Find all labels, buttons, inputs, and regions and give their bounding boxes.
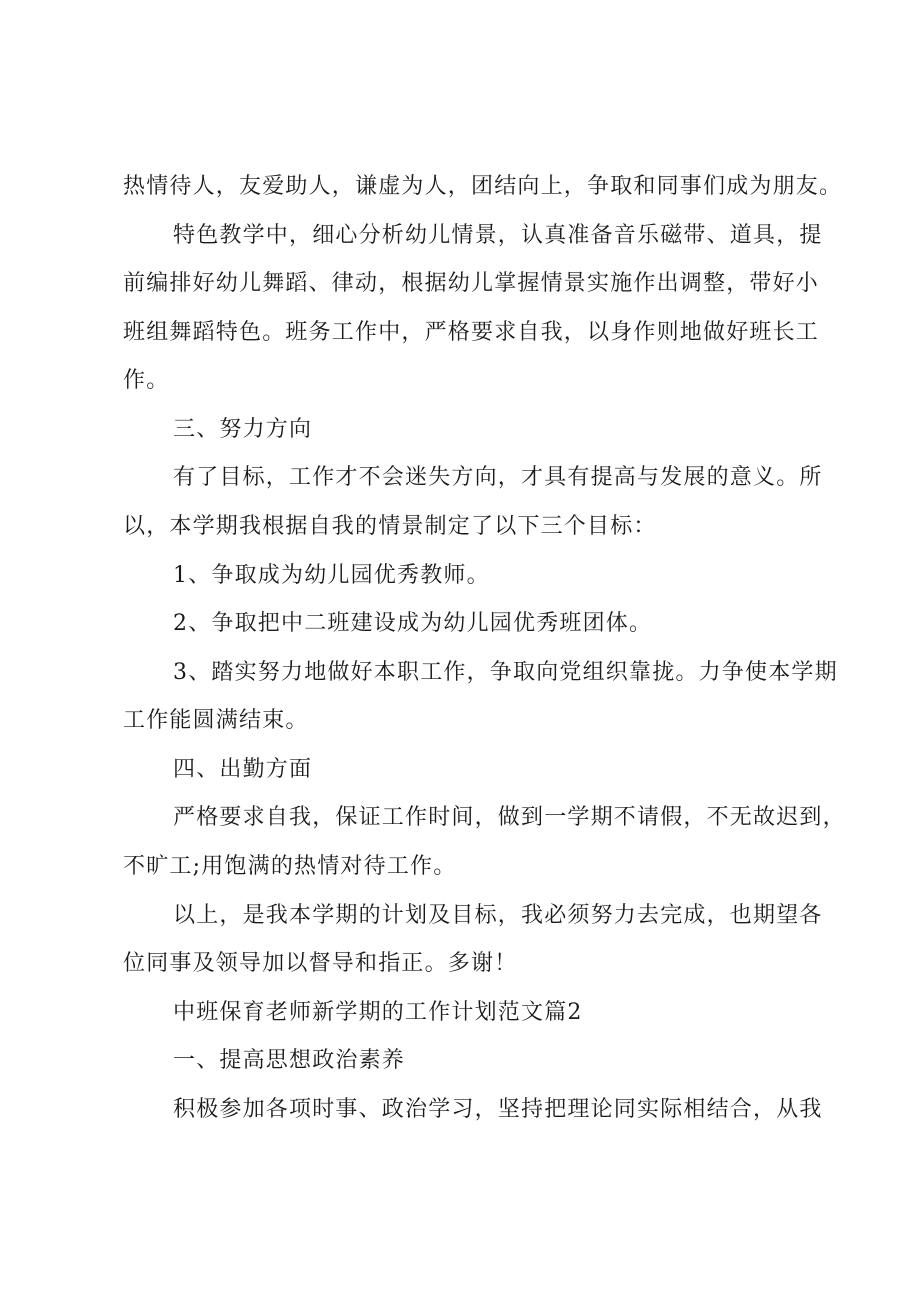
text-line: 工作能圆满结束。 bbox=[123, 708, 309, 733]
paragraph-start-line: 严格要求自我，保证工作时间，做到一学期不请假，不无故迟到， bbox=[173, 805, 846, 830]
paragraph-start-line: 特色教学中，细心分析幼儿情景，认真准备音乐磁带、道具，提 bbox=[173, 223, 823, 248]
section-heading: 一、提高思想政治素养 bbox=[173, 1048, 406, 1073]
text-line: 班组舞蹈特色。班务工作中，严格要求自我，以身作则地做好班长工 bbox=[123, 320, 820, 345]
text-line: 以，本学期我根据自我的情景制定了以下三个目标： bbox=[123, 514, 657, 539]
article-title: 中班保育老师新学期的工作计划范文篇2 bbox=[173, 1000, 583, 1025]
section-heading: 四、出勤方面 bbox=[173, 757, 313, 782]
text-line: 前编排好幼儿舞蹈、律动，根据幼儿掌握情景实施作出调整，带好小 bbox=[123, 271, 820, 296]
list-item: 3、踏实努力地做好本职工作，争取向党组织靠拢。力争使本学期 bbox=[173, 660, 838, 685]
paragraph-start-line: 积极参加各项时事、政治学习，坚持把理论同实际相结合，从我 bbox=[173, 1097, 823, 1122]
paragraph-start-line: 以上，是我本学期的计划及目标，我必须努力去完成，也期望各 bbox=[173, 903, 823, 928]
text-line: 作。 bbox=[123, 368, 170, 393]
list-item: 2、争取把中二班建设成为幼儿园优秀班团体。 bbox=[173, 611, 653, 636]
paragraph-start-line: 有了目标，工作才不会迷失方向，才具有提高与发展的意义。所 bbox=[173, 465, 823, 490]
text-line: 位同事及领导加以督导和指正。多谢！ bbox=[123, 951, 518, 976]
text-line: 不旷工;用饱满的热情对待工作。 bbox=[123, 854, 457, 879]
section-heading: 三、努力方向 bbox=[173, 417, 313, 442]
list-item: 1、争取成为幼儿园优秀教师。 bbox=[173, 563, 490, 588]
text-line: 热情待人，友爱助人，谦虚为人，团结向上，争取和同事们成为朋友。 bbox=[123, 174, 843, 199]
